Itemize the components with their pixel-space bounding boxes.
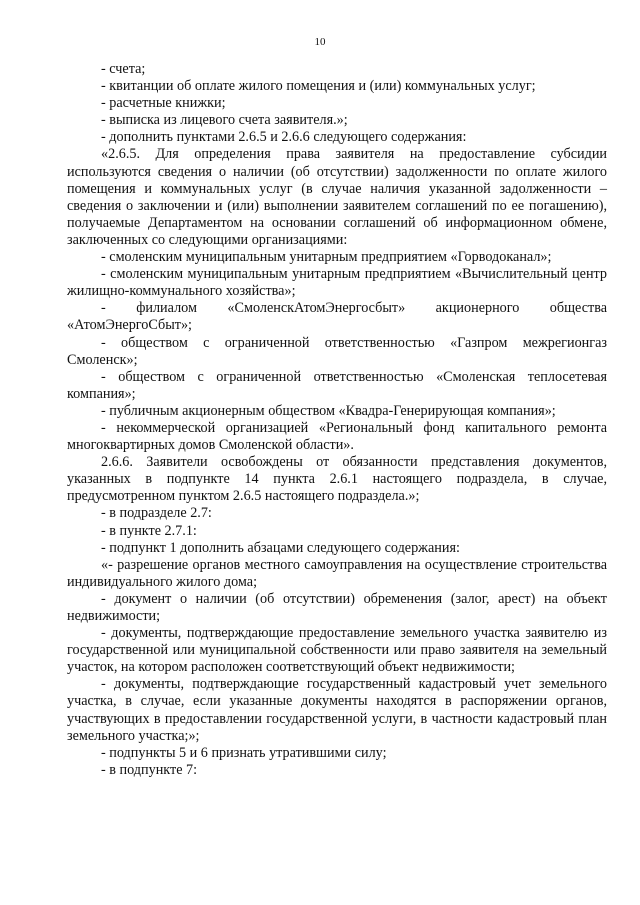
paragraph: - расчетные книжки; <box>101 95 226 112</box>
paragraph: - в подпункте 7: <box>101 761 198 778</box>
paragraph: - выписка из лицевого счета заявителя.»; <box>101 112 348 129</box>
paragraph: 2.6.6. Заявители освобождены от обязанности представления документов, указанных в подпункте 14 пункта 2.6.1 настоящего подраздела, в случае, предусмотренном пунктом 2.6.5 настоящего подраздела.»; <box>67 454 607 505</box>
page-number: 10 <box>314 36 326 48</box>
paragraph: «2.6.5. Для определения права заявителя на предоставление субсидии используются сведения о наличии (об отсутствии) задолженности по оплате жилого помещения и коммунальных услуг (в случае наличия указанной задолженности – сведения о заключении и (или) выполнении заявителем соглашений по ее погашению), получаемые Департаментом на основании соглашений об информационном обмене, заключенных со следующими организациями: <box>67 146 607 248</box>
paragraph: - дополнить пунктами 2.6.5 и 2.6.6 следующего содержания: <box>101 129 467 146</box>
document-body <box>67 61 607 779</box>
paragraph: - документ о наличии (об отсутствии) обременения (залог, арест) на объект недвижимости; <box>67 590 607 624</box>
paragraph: - в пункте 2.7.1: <box>101 522 197 539</box>
paragraph: - подпункты 5 и 6 признать утратившими силу; <box>101 744 387 761</box>
paragraph: - обществом с ограниченной ответственностью «Газпром межрегионгаз Смоленск»; <box>67 334 607 368</box>
paragraph: «- разрешение органов местного самоуправления на осуществление строительства индивидуального жилого дома; <box>67 556 607 590</box>
paragraph: - в подразделе 2.7: <box>101 505 212 522</box>
paragraph: - публичным акционерным обществом «Квадра-Генерирующая компания»; <box>101 402 556 419</box>
paragraph: - подпункт 1 дополнить абзацами следующего содержания: <box>101 539 460 556</box>
paragraph: - некоммерческой организацией «Региональный фонд капитального ремонта многоквартирных домов Смоленской области». <box>67 419 607 454</box>
paragraph: - документы, подтверждающие предоставление земельного участка заявителю из государственной или муниципальной собственности или право заявителя на земельный участок, на котором расположен соответствующий объект недвижимости; <box>67 625 607 676</box>
paragraph: - филиалом «СмоленскАтомЭнергосбыт» акционерного общества «АтомЭнергоСбыт»; <box>67 300 607 334</box>
paragraph: - обществом с ограниченной ответственностью «Смоленская теплосетевая компания»; <box>67 368 607 402</box>
paragraph: - смоленским муниципальным унитарным предприятием «Горводоканал»; <box>101 249 552 266</box>
paragraph: - счета; <box>101 61 146 77</box>
paragraph: - смоленским муниципальным унитарным предприятием «Вычислительный центр жилищно-коммунального хозяйства»; <box>67 266 607 300</box>
paragraph: - документы, подтверждающие государственный кадастровый учет земельного участка, в случае, если указанные документы находятся в распоряжении органов, участвующих в предоставлении государственной услуги, в частности кадастровый план земельного участка;»; <box>67 676 607 744</box>
paragraph: - квитанции об оплате жилого помещения и (или) коммунальных услуг; <box>101 78 536 95</box>
